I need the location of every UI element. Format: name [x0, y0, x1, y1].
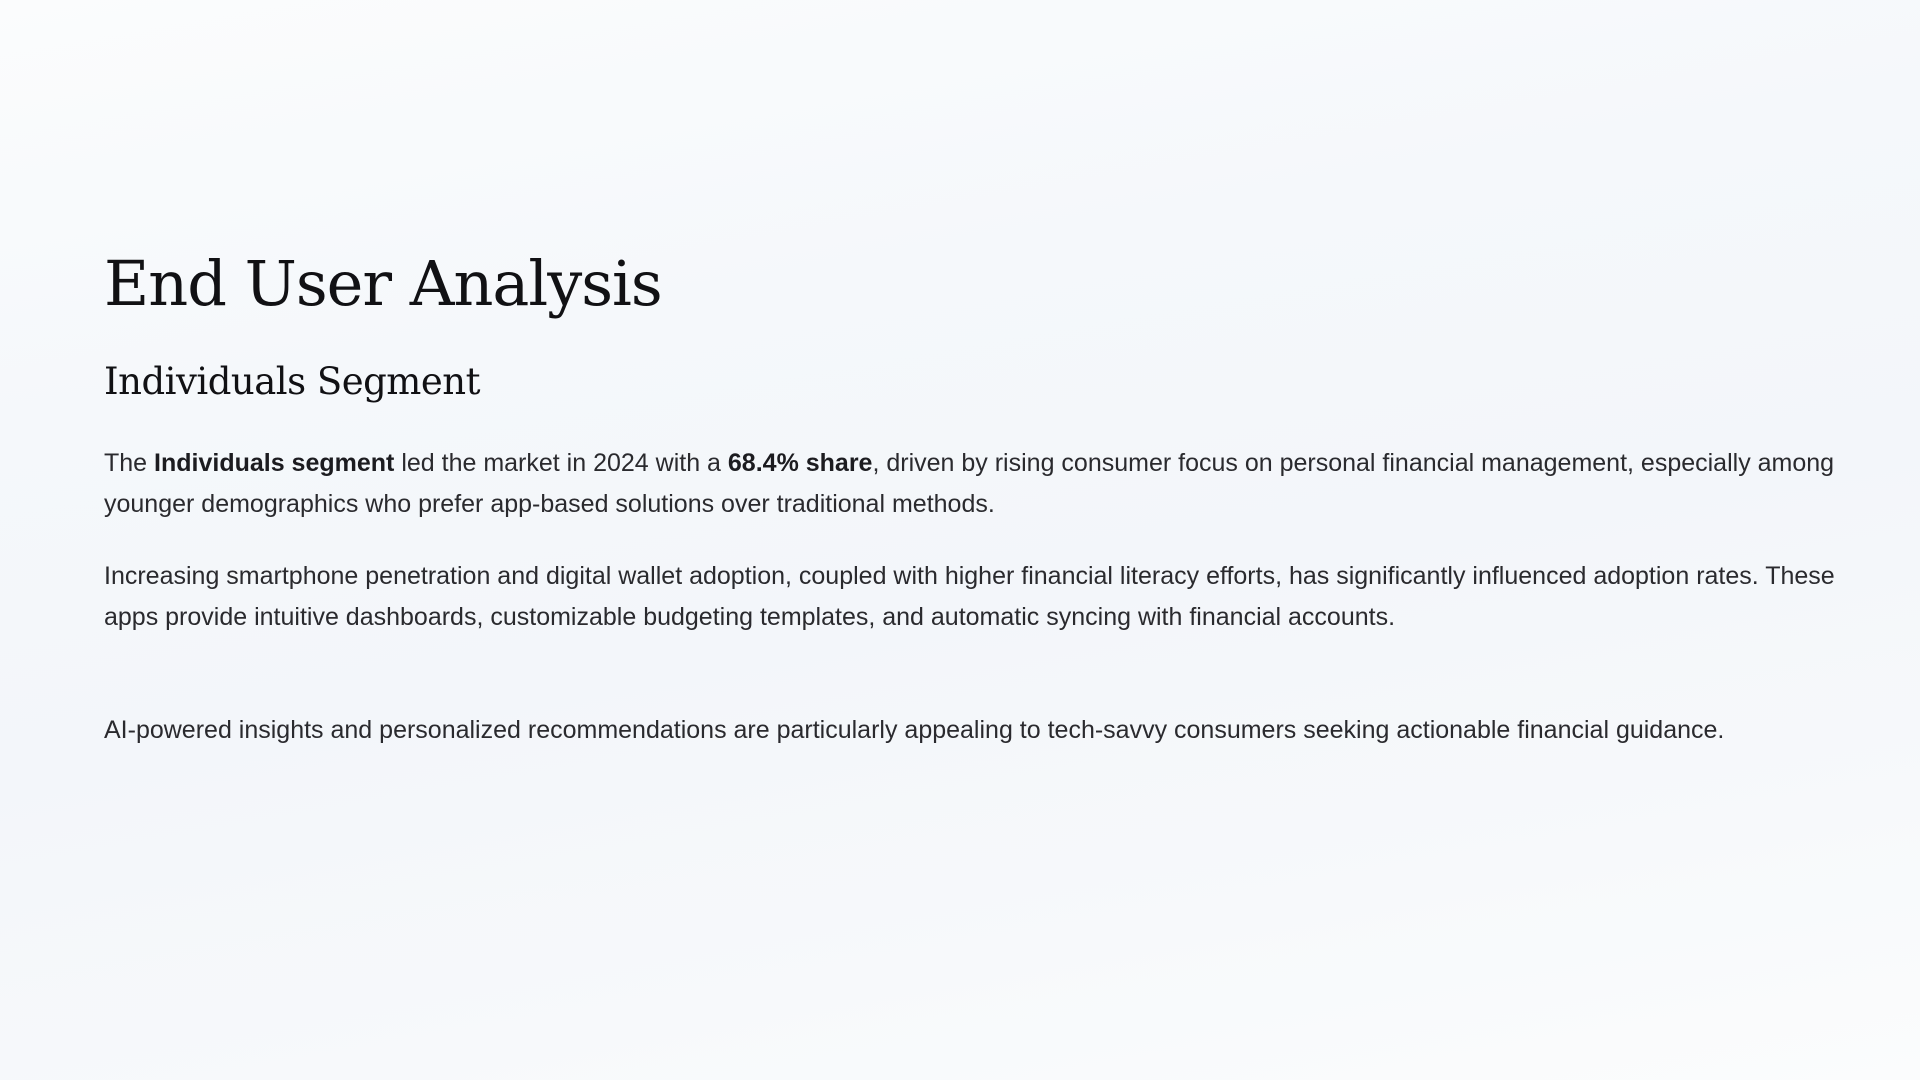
- paragraph-text: , driven by rising consumer focus on personal financial management, especially among younger demographics who prefer app-based solutions over traditional methods.: [104, 448, 1835, 518]
- paragraph-text: led the market in 2024 with a: [394, 448, 728, 477]
- highlight-individuals-segment: Individuals segment: [154, 448, 395, 477]
- slide-content: [104, 247, 1844, 751]
- page-title: End User Analysis: [104, 247, 662, 320]
- paragraph-adoption-drivers: Increasing smartphone penetration and digital wallet adoption, coupled with higher financial literacy efforts, has significantly influenced adoption rates. These apps provide intuitive dashboards, customizable budgeting templates, and automatic syncing with financial accounts.: [104, 561, 1835, 631]
- highlight-market-share: 68.4% share: [727, 448, 873, 477]
- paragraph-ai-insights: AI-powered insights and personalized recommendations are particularly appealing to tech-savvy consumers seeking actionable financial guidance.: [104, 715, 1725, 744]
- paragraph-individuals-share: [104, 443, 1844, 525]
- paragraph-text: The: [104, 448, 155, 477]
- section-subtitle: Individuals Segment: [104, 360, 480, 404]
